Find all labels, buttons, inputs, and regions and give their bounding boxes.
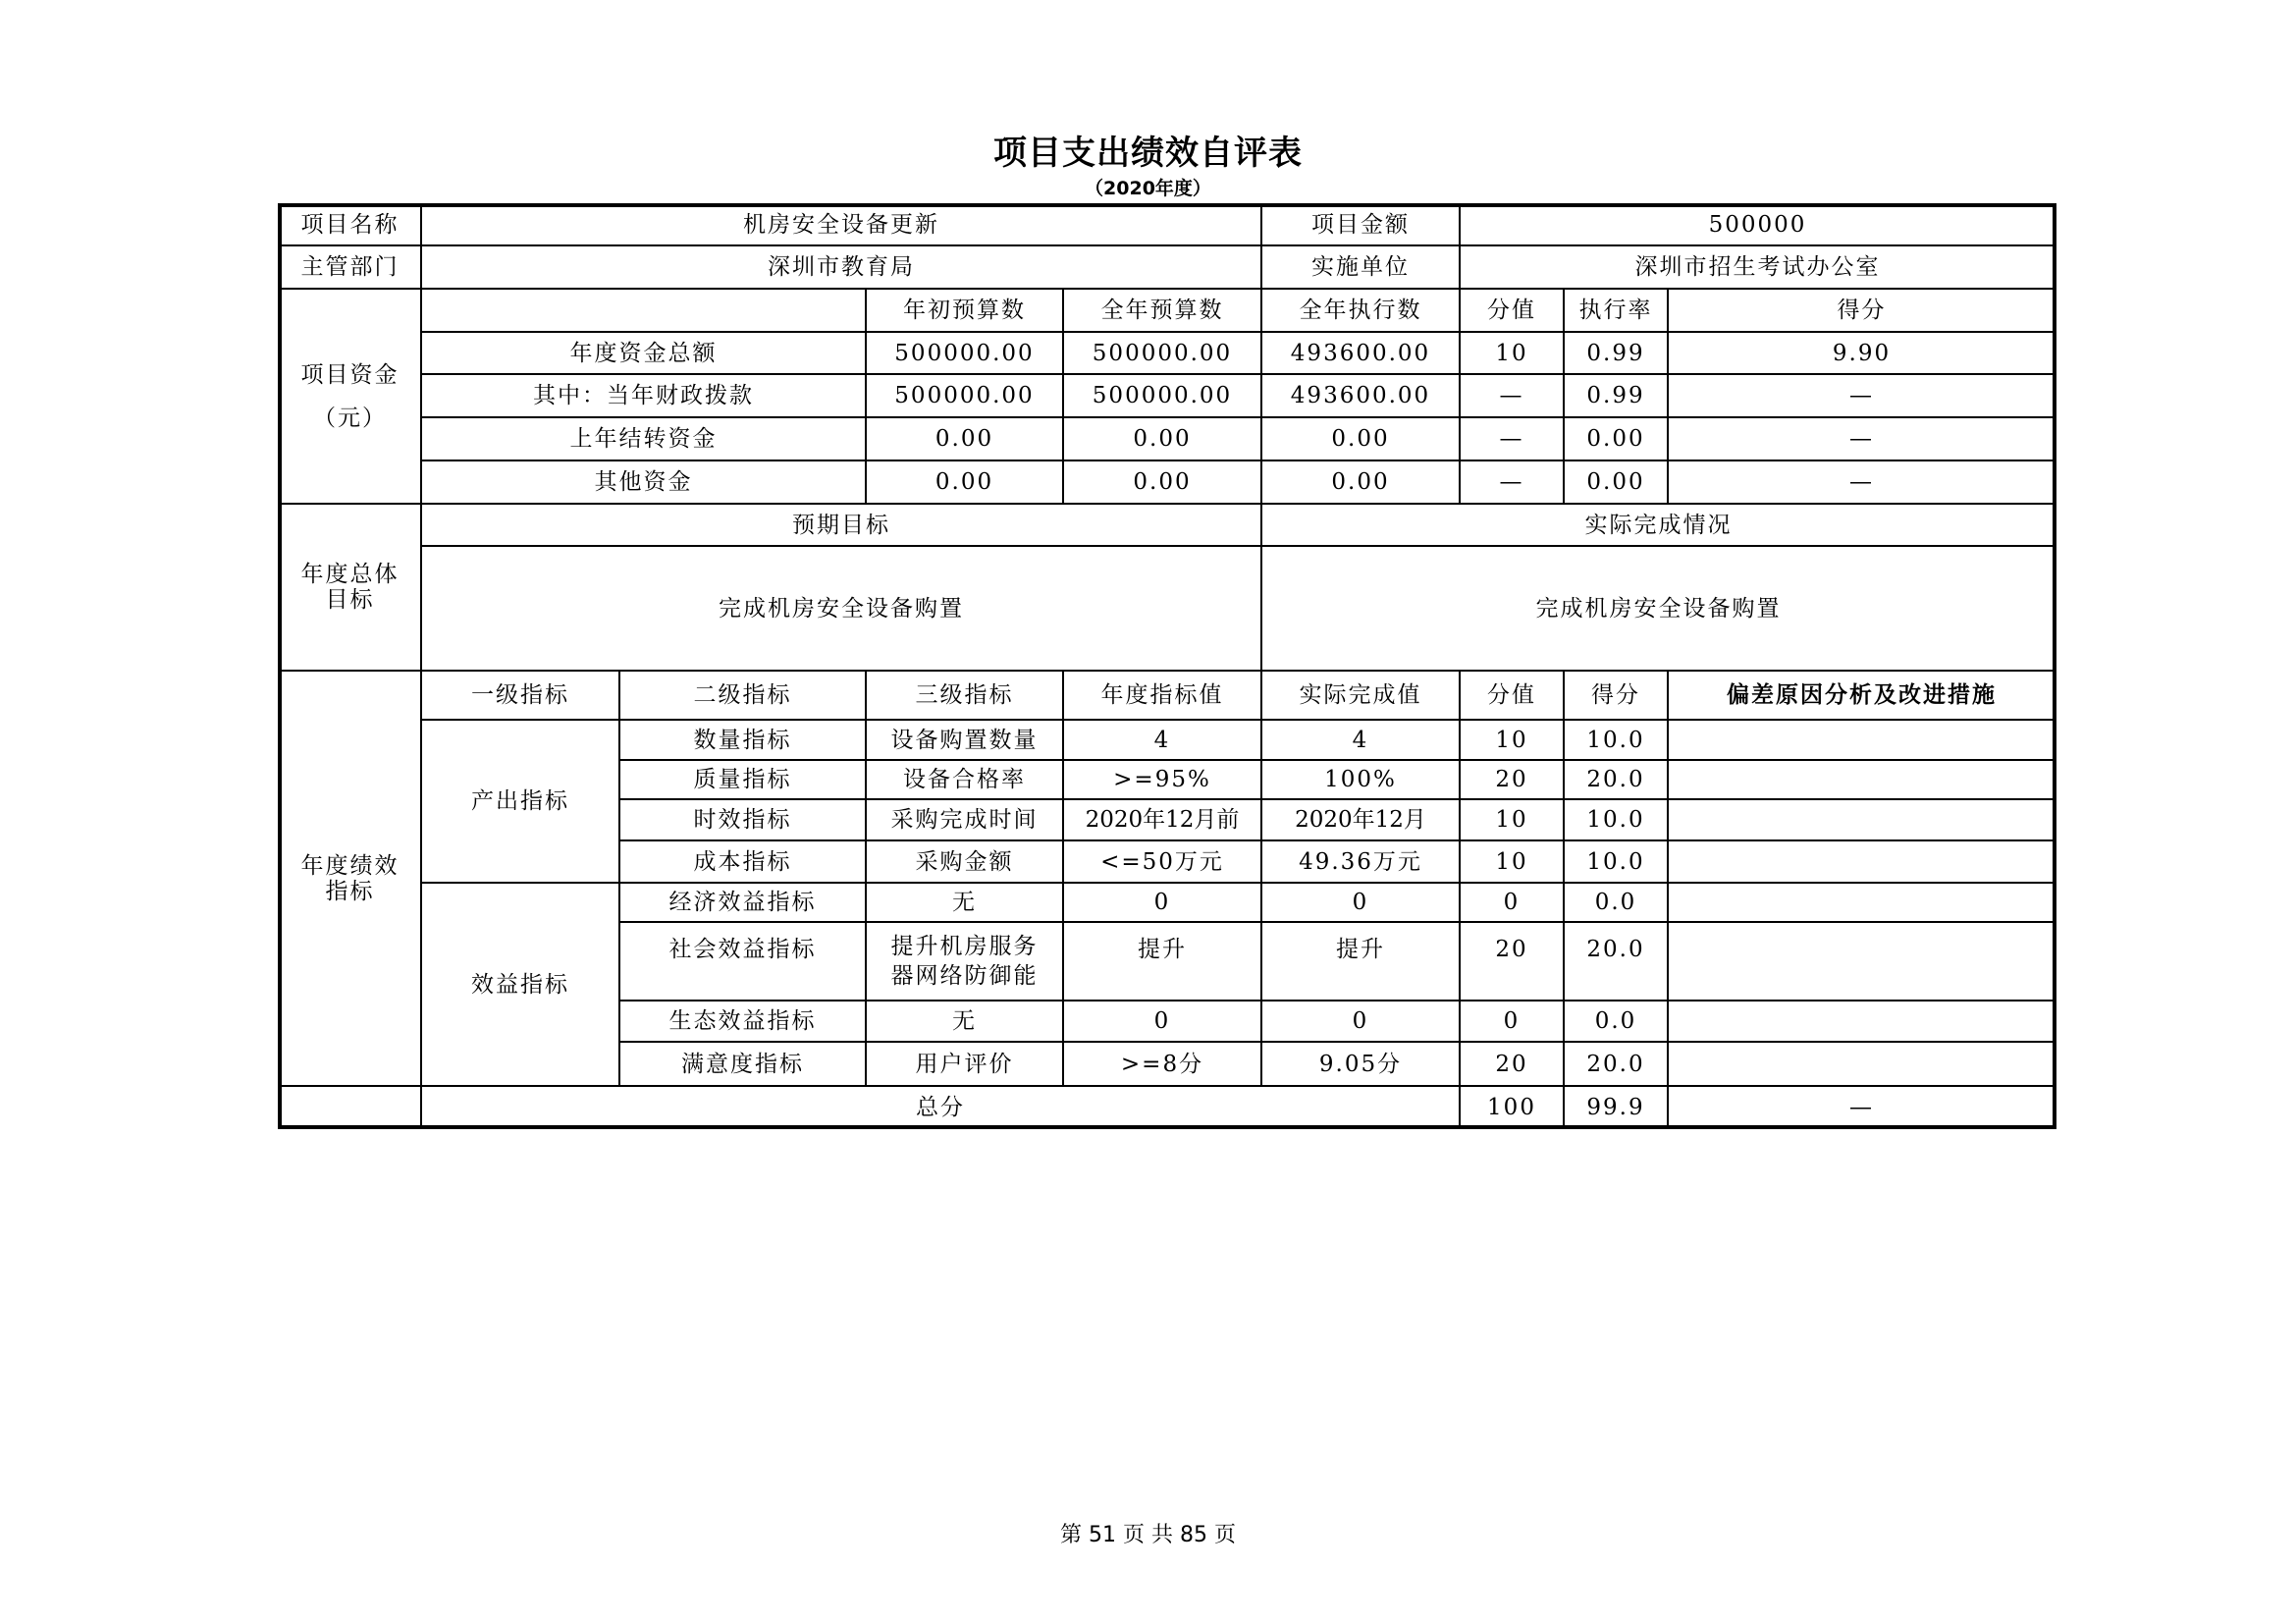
cell-text: 无 — [952, 1008, 977, 1034]
funding-col-rate — [1563, 288, 1669, 333]
cell-text: — — [1849, 1094, 1874, 1120]
cell-text: 时效指标 — [693, 807, 792, 833]
ind-row-target — [1062, 1041, 1262, 1087]
total-label — [420, 1085, 1461, 1129]
ind-col-score-value — [1459, 670, 1565, 721]
project-amount-value — [1459, 203, 2056, 246]
funding-row-score — [1667, 331, 2056, 375]
ind-row-analysis — [1667, 759, 2056, 800]
cell-text: 成本指标 — [693, 848, 792, 875]
cell-text: 经济效益指标 — [668, 890, 817, 915]
impl-unit-label — [1260, 244, 1461, 290]
cell-text: 500000.00 — [894, 340, 1035, 366]
cell-text: 0 — [1503, 890, 1521, 915]
ind-row-level2 — [618, 921, 867, 1001]
header-text: 实际完成情况 — [1584, 512, 1733, 538]
label-text: 主管部门 — [300, 254, 400, 280]
cell-text: 提升 — [1138, 937, 1187, 962]
value-text: 深圳市招生考试办公室 — [1634, 254, 1881, 280]
goals-section-label — [278, 503, 422, 672]
cell-text: 提升 — [1336, 937, 1385, 962]
cell-text: 4 — [1352, 727, 1369, 753]
total-label-text: 总分 — [916, 1094, 965, 1120]
cell-text: — — [1849, 469, 1874, 495]
value-text: 完成机房安全设备购置 — [1535, 595, 1782, 622]
indicators-section-label — [278, 670, 422, 1087]
label-text: 实施单位 — [1311, 254, 1410, 280]
ind-row-score-value — [1459, 1000, 1565, 1043]
cell-text: 2020年12月 — [1295, 807, 1426, 833]
ind-row-level3 — [865, 1000, 1064, 1043]
ind-col-score — [1563, 670, 1669, 721]
ind-row-analysis — [1667, 1000, 2056, 1043]
cell-text: 20 — [1495, 937, 1528, 962]
header-text: 执行率 — [1578, 298, 1653, 323]
page-title: 项目支出绩效自评表 — [993, 134, 1303, 173]
ind-row-analysis — [1667, 798, 2056, 841]
cell-text: — — [1499, 426, 1524, 452]
cell-text: 质量指标 — [693, 767, 792, 792]
page-subtitle-year: （2020年度） — [1085, 178, 1211, 199]
cell-text: 500000.00 — [1092, 383, 1233, 408]
total-analysis — [1667, 1085, 2056, 1129]
funding-col-executed — [1260, 288, 1461, 333]
ind-row-target — [1062, 759, 1262, 800]
value-text: 深圳市教育局 — [768, 254, 915, 280]
cell-text: 10.0 — [1586, 727, 1645, 753]
label-line2: 指标 — [325, 878, 375, 904]
header-text: 三级指标 — [915, 682, 1014, 708]
cell-text: 设备合格率 — [903, 767, 1026, 792]
ind-row-level3 — [865, 839, 1064, 884]
cell-text: 20 — [1495, 1051, 1528, 1077]
cell-text: 采购金额 — [915, 848, 1014, 875]
cell-text: 493600.00 — [1290, 340, 1431, 366]
ind-row-analysis — [1667, 882, 2056, 923]
ind-row-target — [1062, 1000, 1262, 1043]
cell-text: 满意度指标 — [681, 1051, 804, 1077]
ind-col-level3 — [865, 670, 1064, 721]
group-text: 产出指标 — [471, 788, 569, 814]
cell-text: 设备购置数量 — [890, 727, 1039, 753]
ind-row-analysis — [1667, 1041, 2056, 1087]
funding-row-name — [420, 460, 867, 505]
header-text: 得分 — [1837, 298, 1887, 323]
ind-row-score-value — [1459, 1041, 1565, 1087]
ind-col-analysis — [1667, 670, 2056, 721]
dept-value — [420, 244, 1262, 290]
ind-row-score-value — [1459, 719, 1565, 761]
funding-row-rate — [1563, 460, 1669, 505]
header-text: 年度指标值 — [1100, 682, 1224, 708]
goals-expected-header — [420, 503, 1262, 547]
cell-text: — — [1849, 383, 1874, 408]
group-text: 效益指标 — [471, 971, 569, 998]
ind-row-level2 — [618, 1041, 867, 1087]
funding-col-annual — [1062, 288, 1262, 333]
cell-text: 0.00 — [1133, 426, 1192, 452]
ind-row-score-value — [1459, 882, 1565, 923]
header-text: 分值 — [1487, 682, 1536, 708]
cell-text: 0 — [1352, 1008, 1369, 1034]
goals-expected-value — [420, 545, 1262, 672]
cell-text: 其中：当年财政拨款 — [533, 383, 754, 408]
cell-text: 0.00 — [1133, 469, 1192, 495]
cell-text: 9.90 — [1832, 340, 1892, 366]
ind-row-level3 — [865, 882, 1064, 923]
ind-row-level3 — [865, 798, 1064, 841]
funding-row-score — [1667, 416, 2056, 461]
header-text: 全年预算数 — [1100, 298, 1224, 323]
cell-text: 500000.00 — [894, 383, 1035, 408]
cell-text: 10 — [1495, 807, 1528, 833]
funding-row-score-value — [1459, 373, 1565, 418]
cell-text: 社会效益指标 — [668, 937, 817, 962]
ind-row-actual — [1260, 1041, 1461, 1087]
ind-row-score-value — [1459, 759, 1565, 800]
funding-col-score-value — [1459, 288, 1565, 333]
cell-text: 0.00 — [1331, 426, 1390, 452]
ind-row-actual — [1260, 1000, 1461, 1043]
ind-row-level2 — [618, 798, 867, 841]
ind-row-analysis — [1667, 921, 2056, 1001]
cell-text: >=95% — [1113, 767, 1211, 792]
cell-text: 数量指标 — [693, 727, 792, 753]
cell-text: 493600.00 — [1290, 383, 1431, 408]
ind-row-score — [1563, 882, 1669, 923]
ind-col-target — [1062, 670, 1262, 721]
ind-group-output — [420, 719, 620, 884]
funding-row-annual — [1062, 331, 1262, 375]
cell-text: 0.99 — [1586, 340, 1645, 366]
cell-text: 49.36万元 — [1299, 848, 1422, 875]
cell-text: 10.0 — [1586, 807, 1645, 833]
funding-row-rate — [1563, 373, 1669, 418]
cell-text: 0.00 — [1586, 469, 1645, 495]
label-text: 项目名称 — [300, 212, 400, 238]
cell-text: 0.00 — [1331, 469, 1390, 495]
funding-row-score-value — [1459, 460, 1565, 505]
page-footer: 第 51 页 共 85 页 — [1060, 1523, 1236, 1547]
cell-text: 其他资金 — [594, 469, 693, 495]
goals-actual-value — [1260, 545, 2056, 672]
label-line1: 项目资金 — [300, 361, 400, 388]
cell-text: — — [1849, 426, 1874, 452]
funding-row-initial — [865, 460, 1064, 505]
funding-row-annual — [1062, 460, 1262, 505]
funding-row-executed — [1260, 331, 1461, 375]
funding-row-score-value — [1459, 331, 1565, 375]
value-text: 完成机房安全设备购置 — [719, 595, 964, 622]
funding-row-initial — [865, 416, 1064, 461]
ind-row-score — [1563, 921, 1669, 1001]
cell-text: — — [1499, 383, 1524, 408]
cell-text: 0.99 — [1586, 383, 1645, 408]
ind-row-score — [1563, 798, 1669, 841]
total-row-blank — [278, 1085, 422, 1129]
ind-row-actual — [1260, 798, 1461, 841]
ind-row-score-value — [1459, 798, 1565, 841]
cell-text: 上年结转资金 — [569, 426, 718, 452]
header-text: 二级指标 — [693, 682, 792, 708]
ind-row-analysis — [1667, 719, 2056, 761]
header-text: 分值 — [1487, 298, 1536, 323]
header-text: 得分 — [1591, 682, 1640, 708]
cell-text: >=8分 — [1120, 1051, 1204, 1077]
ind-row-actual — [1260, 882, 1461, 923]
ind-row-score-value — [1459, 921, 1565, 1001]
cell-text: 10 — [1495, 727, 1528, 753]
cell-text: 20 — [1495, 767, 1528, 792]
ind-row-score — [1563, 1041, 1669, 1087]
ind-row-level3 — [865, 1041, 1064, 1087]
funding-row-name — [420, 373, 867, 418]
header-text: 预期目标 — [792, 512, 890, 538]
funding-row-rate — [1563, 416, 1669, 461]
cell-text: 年度资金总额 — [569, 340, 718, 366]
cell-text: 100 — [1487, 1094, 1536, 1120]
cell-text: 10 — [1495, 848, 1528, 875]
ind-row-actual — [1260, 921, 1461, 1001]
cell-text: 10.0 — [1586, 848, 1645, 875]
cell-text: 0.00 — [934, 426, 994, 452]
cell-text: 2020年12月前 — [1085, 807, 1240, 833]
cell-text: 用户评价 — [915, 1051, 1014, 1077]
cell-text-line2: 器网络防御能 — [890, 963, 1039, 989]
funding-row-executed — [1260, 373, 1461, 418]
ind-row-actual — [1260, 759, 1461, 800]
cell-text: 0 — [1153, 890, 1171, 915]
ind-group-benefit — [420, 882, 620, 1087]
funding-row-rate — [1563, 331, 1669, 375]
funding-col-blank — [420, 288, 867, 333]
ind-row-actual — [1260, 719, 1461, 761]
project-amount-label — [1260, 203, 1461, 246]
ind-row-score — [1563, 719, 1669, 761]
funding-row-score — [1667, 373, 2056, 418]
funding-section-label — [278, 288, 422, 505]
ind-row-level3 — [865, 719, 1064, 761]
ind-row-score-value — [1459, 839, 1565, 884]
ind-row-target — [1062, 839, 1262, 884]
ind-row-analysis — [1667, 839, 2056, 884]
ind-row-score — [1563, 1000, 1669, 1043]
ind-col-level2 — [618, 670, 867, 721]
cell-text: 99.9 — [1586, 1094, 1645, 1120]
ind-col-actual — [1260, 670, 1461, 721]
cell-text: 20.0 — [1586, 937, 1645, 962]
cell-text: 0.0 — [1594, 890, 1637, 915]
funding-row-executed — [1260, 416, 1461, 461]
cell-text: 500000.00 — [1092, 340, 1233, 366]
label-line1: 年度总体 — [300, 562, 400, 587]
cell-text: 0 — [1352, 890, 1369, 915]
cell-text-line1: 提升机房服务 — [890, 934, 1039, 959]
ind-row-target — [1062, 921, 1262, 1001]
cell-text: 0 — [1153, 1008, 1171, 1034]
ind-row-level3 — [865, 759, 1064, 800]
cell-text: 20.0 — [1586, 767, 1645, 792]
header-text: 实际完成值 — [1299, 682, 1422, 708]
project-name-label — [278, 203, 422, 246]
cell-text: 0.00 — [1586, 426, 1645, 452]
funding-col-initial — [865, 288, 1064, 333]
dept-label — [278, 244, 422, 290]
ind-row-target — [1062, 882, 1262, 923]
cell-text: 0 — [1503, 1008, 1521, 1034]
ind-row-level3 — [865, 921, 1064, 1001]
ind-row-level2 — [618, 1000, 867, 1043]
header-text: 全年执行数 — [1299, 298, 1422, 323]
cell-text: 0.00 — [934, 469, 994, 495]
cell-text: 4 — [1153, 727, 1171, 753]
funding-row-initial — [865, 331, 1064, 375]
cell-text: 采购完成时间 — [890, 807, 1039, 833]
ind-col-level1 — [420, 670, 620, 721]
cell-text: — — [1499, 469, 1524, 495]
funding-row-score-value — [1459, 416, 1565, 461]
cell-text: 20.0 — [1586, 1051, 1645, 1077]
funding-row-initial — [865, 373, 1064, 418]
impl-unit-value — [1459, 244, 2056, 290]
cell-text: <=50万元 — [1100, 848, 1224, 875]
label-line1: 年度绩效 — [300, 852, 400, 879]
funding-row-name — [420, 416, 867, 461]
funding-row-score — [1667, 460, 2056, 505]
cell-text: 无 — [952, 890, 977, 915]
ind-row-target — [1062, 719, 1262, 761]
cell-text: 0.0 — [1594, 1008, 1637, 1034]
ind-row-level2 — [618, 839, 867, 884]
ind-row-target — [1062, 798, 1262, 841]
cell-text: 100% — [1324, 767, 1397, 792]
funding-row-executed — [1260, 460, 1461, 505]
label-line2: 目标 — [325, 587, 375, 613]
ind-row-level2 — [618, 882, 867, 923]
value-text: 机房安全设备更新 — [743, 212, 939, 238]
cell-text: 生态效益指标 — [668, 1008, 817, 1034]
funding-row-name — [420, 331, 867, 375]
total-score — [1563, 1085, 1669, 1129]
ind-row-level2 — [618, 759, 867, 800]
cell-text: 10 — [1495, 340, 1528, 366]
ind-row-level2 — [618, 719, 867, 761]
label-line2: （元） — [313, 405, 387, 431]
funding-row-annual — [1062, 416, 1262, 461]
header-text: 年初预算数 — [903, 298, 1026, 323]
header-text: 一级指标 — [471, 682, 569, 708]
header-text: 偏差原因分析及改进措施 — [1727, 682, 1997, 708]
cell-text: 9.05分 — [1318, 1051, 1403, 1077]
goals-actual-header — [1260, 503, 2056, 547]
label-text: 项目金额 — [1311, 212, 1410, 238]
value-text: 500000 — [1708, 212, 1807, 238]
ind-row-score — [1563, 759, 1669, 800]
project-name-value — [420, 203, 1262, 246]
ind-row-actual — [1260, 839, 1461, 884]
total-score-value — [1459, 1085, 1565, 1129]
funding-col-score — [1667, 288, 2056, 333]
funding-row-annual — [1062, 373, 1262, 418]
ind-row-score — [1563, 839, 1669, 884]
